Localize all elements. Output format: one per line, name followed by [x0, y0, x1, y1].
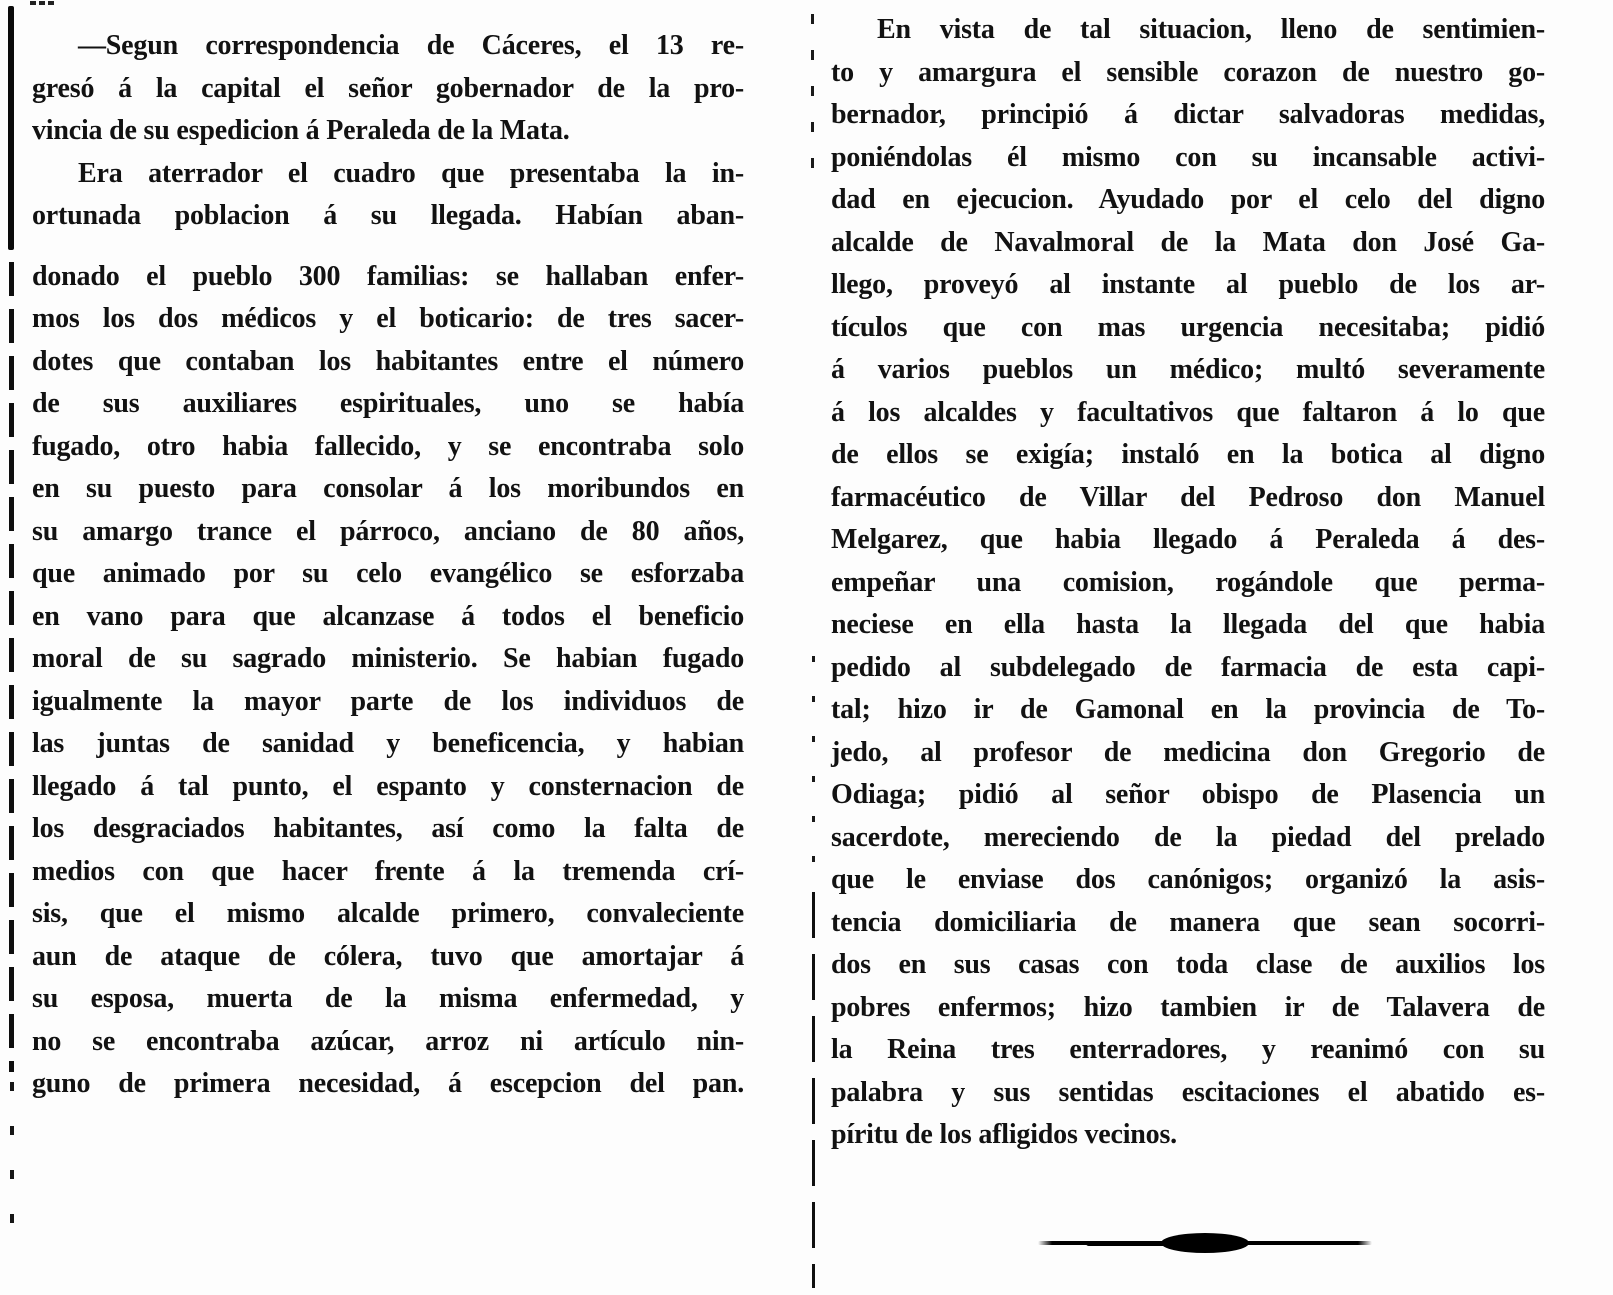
column-divider-bottom	[812, 892, 815, 1288]
text-line: no se encontraba azúcar, arroz ni artículo nin-	[32, 1025, 744, 1057]
text-line: neciese en ella hasta la llegada del que habia	[831, 609, 1545, 640]
text-line: ortunada poblacion á su llegada. Habían aban-	[32, 200, 744, 231]
text-line: tencia domiciliaria de manera que sean socorri-	[831, 906, 1545, 938]
text-line: sis, que el mismo alcalde primero, convaleciente	[32, 898, 744, 929]
text-line: to y amargura el sensible corazon de nuestro go-	[831, 56, 1545, 88]
text-line: la Reina tres enterradores, y reanimó con su	[831, 1034, 1545, 1065]
text-line: su esposa, muerta de la misma enfermedad, y	[32, 983, 744, 1014]
text-line: jedo, al profesor de medicina don Gregorio de	[831, 736, 1545, 768]
text-line: bernador, principió á dictar salvadoras medidas,	[831, 99, 1545, 130]
margin-dash-mark	[30, 1, 56, 5]
text-line: palabra y sus sentidas escitaciones el abatido es-	[831, 1076, 1545, 1108]
text-line: llego, proveyó al instante al pueblo de los ar-	[831, 269, 1545, 300]
left-margin-rule-dashed	[9, 262, 14, 1072]
paragraph-block	[831, 9, 1545, 1157]
text-line: pobres enfermos; hizo tambien ir de Talavera de	[831, 991, 1545, 1023]
text-line: igualmente la mayor parte de los individuos de	[32, 685, 744, 717]
text-line: en vano para que alcanzase á todos el beneficio	[32, 600, 744, 632]
text-line: gresó á la capital el señor gobernador de la pro-	[32, 72, 744, 104]
text-line: dos en sus casas con toda clase de auxilios los	[831, 949, 1545, 980]
left-margin-rule-sparse	[10, 1082, 14, 1252]
text-line: píritu de los afligidos vecinos.	[831, 1119, 1177, 1150]
text-line: mos los dos médicos y el boticario: de tres sacer-	[32, 303, 744, 334]
text-line: á varios pueblos un médico; multó severamente	[831, 354, 1545, 385]
text-line: su amargo trance el párroco, anciano de 80 años,	[32, 515, 744, 547]
text-line: Era aterrador el cuadro que presentaba la in-	[78, 157, 744, 189]
text-line: moral de su sagrado ministerio. Se habian fugado	[32, 643, 744, 674]
section-end-rule	[1038, 1232, 1372, 1254]
text-line: fugado, otro habia fallecido, y se encontraba solo	[32, 430, 744, 462]
text-line: dad en ejecucion. Ayudado por el celo del digno	[831, 184, 1545, 215]
text-line: Odiaga; pidió al señor obispo de Plasencia un	[831, 779, 1545, 810]
text-line: dotes que contaban los habitantes entre el número	[32, 345, 744, 377]
text-line: aun de ataque de cólera, tuvo que amortajar á	[32, 940, 744, 972]
text-line: en su puesto para consolar á los moribundos en	[32, 473, 744, 504]
text-line: —Segun correspondencia de Cáceres, el 13 re-	[78, 30, 744, 61]
left-margin-rule-solid	[8, 6, 14, 250]
text-line: alcalde de Navalmoral de la Mata don José Ga-	[831, 226, 1545, 258]
text-line: tículos que con mas urgencia necesitaba; pidió	[831, 311, 1545, 343]
text-line: los desgraciados habitantes, así como la falta de	[32, 813, 744, 844]
text-line: empeñar una comision, rogándole que perma-	[831, 566, 1545, 598]
text-line: farmacéutico de Villar del Pedroso don Manuel	[831, 481, 1545, 513]
text-line: á los alcaldes y facultativos que faltaron á lo que	[831, 396, 1545, 428]
paragraph-block	[32, 153, 744, 238]
text-line: vincia de su espedicion á Peraleda de la Mata.	[32, 115, 570, 146]
text-line: donado el pueblo 300 familias: se hallaban enfer-	[32, 260, 744, 292]
text-line: medios con que hacer frente á la tremenda crí-	[32, 855, 744, 887]
column-divider-middle	[812, 656, 815, 888]
text-line: Melgarez, que habia llegado á Peraleda á des-	[831, 524, 1545, 555]
text-line: llegado á tal punto, el espanto y consternacion de	[32, 770, 744, 802]
text-line: las juntas de sanidad y beneficencia, y habian	[32, 728, 744, 759]
paragraph-block	[32, 25, 744, 153]
text-line: que le enviase dos canónigos; organizó la asis-	[831, 864, 1545, 895]
text-line: sacerdote, mereciendo de la piedad del prelado	[831, 821, 1545, 853]
text-line: En vista de tal situacion, lleno de sentimien-	[877, 14, 1545, 45]
text-line: de sus auxiliares espirituales, uno se había	[32, 388, 744, 419]
left-column	[32, 25, 744, 1106]
text-line: que animado por su celo evangélico se esforzaba	[32, 558, 744, 589]
text-line: poniéndolas él mismo con su incansable activi-	[831, 141, 1545, 173]
text-line: tal; hizo ir de Gamonal en la provincia de To-	[831, 694, 1545, 725]
text-line: de ellos se exigía; instaló en la botica al digno	[831, 439, 1545, 470]
end-rule-lens-ornament	[1161, 1233, 1249, 1253]
paragraph-block	[32, 256, 744, 1106]
right-column	[831, 9, 1545, 1157]
text-line: guno de primera necesidad, á escepcion del pan.	[32, 1068, 744, 1099]
column-divider-top	[811, 14, 814, 184]
text-line: pedido al subdelegado de farmacia de esta capi-	[831, 651, 1545, 683]
